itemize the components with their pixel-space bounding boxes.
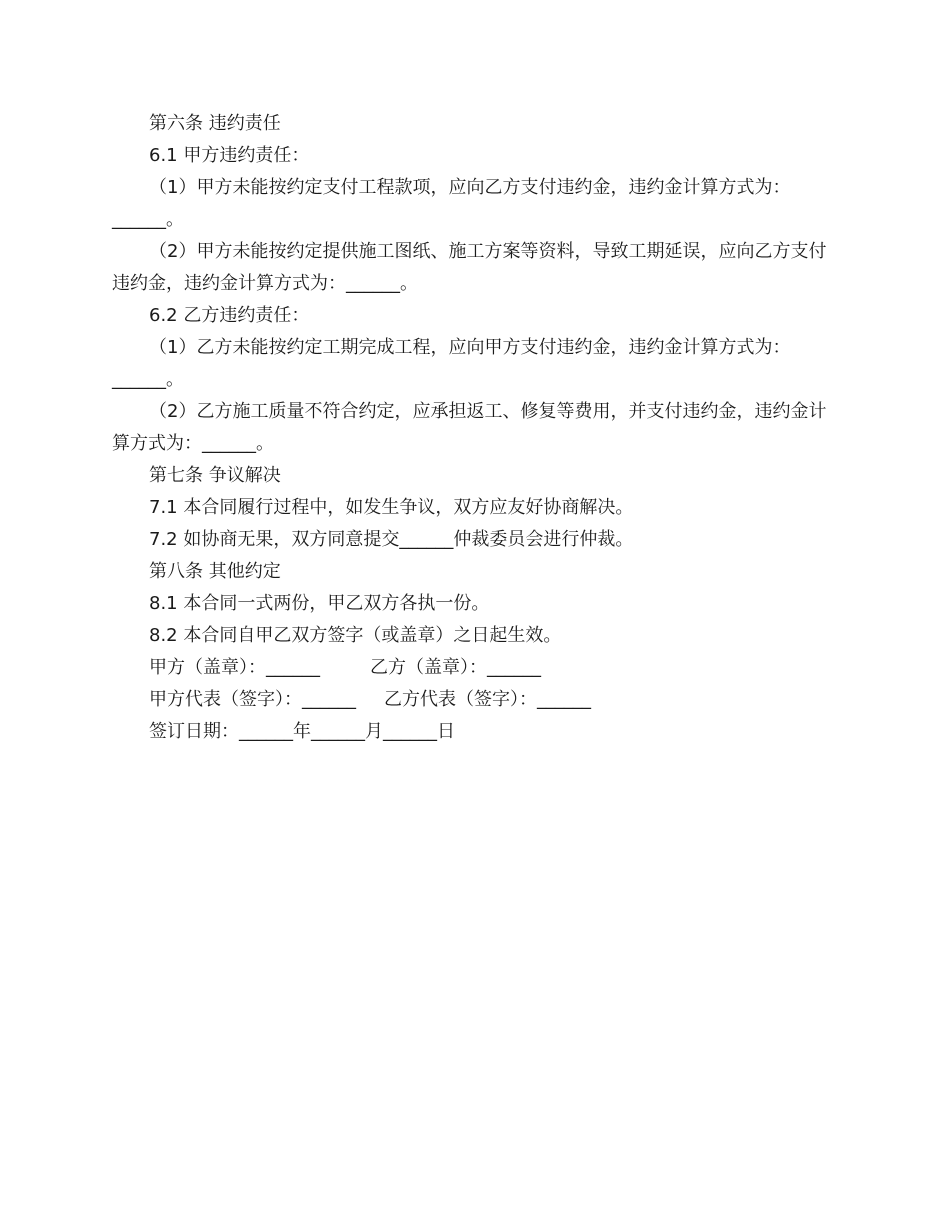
party-b-seal-field: 乙方（盖章）：______ bbox=[370, 657, 541, 678]
clause-7-1: 7.1 本合同履行过程中，如发生争议，双方应友好协商解决。 bbox=[149, 497, 634, 518]
party-a-seal-field: 甲方（盖章）：______ bbox=[149, 657, 320, 678]
clause-6-1-item-1: （1）甲方未能按约定支付工程款项，应向乙方支付违约金，违约金计算方式为：______。 bbox=[112, 177, 791, 230]
sign-date-field: 签订日期：______年______月______日 bbox=[149, 721, 455, 742]
clause-6-1: 6.1 甲方违约责任： bbox=[149, 145, 310, 166]
clause-8-1: 8.1 本合同一式两份，甲乙双方各执一份。 bbox=[149, 593, 490, 614]
article-6-heading: 第六条 违约责任 bbox=[149, 113, 281, 134]
clause-6-1-item-2: （2）甲方未能按约定提供施工图纸、施工方案等资料，导致工期延误，应向乙方支付违约金，违约金计算方式为：______。 bbox=[112, 241, 827, 294]
representative-row bbox=[112, 684, 836, 716]
party-b-rep-field: 乙方代表（签字）：______ bbox=[384, 689, 591, 710]
article-8-heading: 第八条 其他约定 bbox=[149, 561, 281, 582]
party-a-rep-field: 甲方代表（签字）：______ bbox=[149, 689, 356, 710]
contract-body bbox=[112, 108, 836, 748]
clause-6-2-item-2: （2）乙方施工质量不符合约定，应承担返工、修复等费用，并支付违约金，违约金计算方式为：______。 bbox=[112, 401, 827, 454]
clause-6-2: 6.2 乙方违约责任： bbox=[149, 305, 310, 326]
clause-6-2-item-1: （1）乙方未能按约定工期完成工程，应向甲方支付违约金，违约金计算方式为：______。 bbox=[112, 337, 791, 390]
clause-7-2: 7.2 如协商无果，双方同意提交______仲裁委员会进行仲裁。 bbox=[149, 529, 634, 550]
clause-8-2: 8.2 本合同自甲乙双方签字（或盖章）之日起生效。 bbox=[149, 625, 562, 646]
article-7-heading: 第七条 争议解决 bbox=[149, 465, 281, 486]
seal-row bbox=[112, 652, 836, 684]
